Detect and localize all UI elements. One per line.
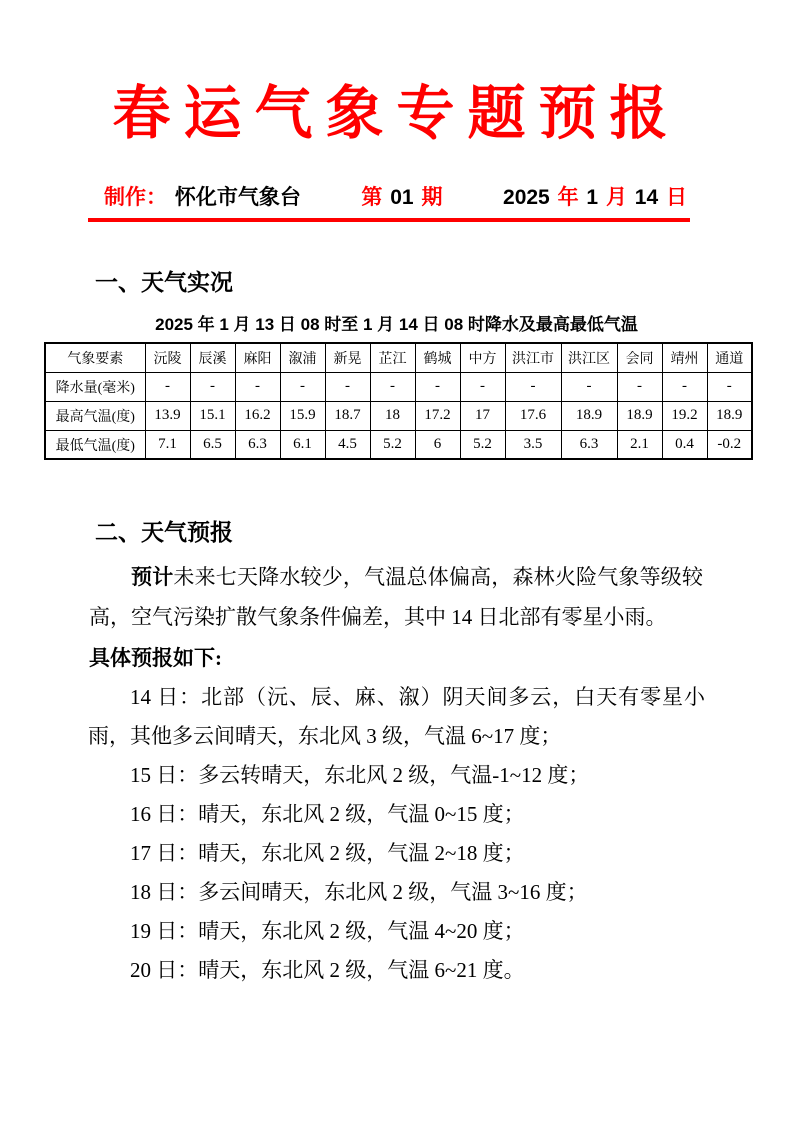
masthead-meta-row	[103, 181, 688, 211]
row-label: 降水量(毫米)	[45, 372, 145, 401]
column-header: 溆浦	[280, 343, 325, 372]
row-label: 最高气温(度)	[45, 401, 145, 430]
forecast-item: 18 日：多云间晴天，东北风 2 级，气温 3~16 度；	[130, 880, 588, 905]
table-cell: 18.9	[617, 401, 662, 430]
date-year: 2025	[503, 186, 550, 210]
weather-table-head-row	[45, 343, 752, 372]
table-cell: 15.9	[280, 401, 325, 430]
table-cell: -0.2	[707, 430, 752, 459]
producer-label: 制作：	[104, 186, 167, 210]
masthead-rule	[88, 218, 690, 222]
table-cell: 7.1	[145, 430, 190, 459]
table-cell: -	[280, 372, 325, 401]
column-header: 新晃	[325, 343, 370, 372]
column-header: 鹤城	[415, 343, 460, 372]
table-cell: 6.5	[190, 430, 235, 459]
table-cell: 19.2	[662, 401, 707, 430]
table-cell: 5.2	[370, 430, 415, 459]
table-cell: 6.3	[235, 430, 280, 459]
issue-suffix: 期	[421, 186, 443, 210]
forecast-item: 17 日：晴天，东北风 2 级，气温 2~18 度；	[130, 841, 525, 866]
table-row	[45, 401, 752, 430]
table-cell: -	[617, 372, 662, 401]
table-cell: 18	[370, 401, 415, 430]
date-month-unit: 月	[605, 186, 627, 210]
date-year-unit: 年	[557, 186, 579, 210]
table-cell: 6.3	[561, 430, 617, 459]
table-cell: 0.4	[662, 430, 707, 459]
table-row	[45, 430, 752, 459]
column-header: 洪江区	[561, 343, 617, 372]
table-cell: -	[190, 372, 235, 401]
column-header: 辰溪	[190, 343, 235, 372]
table-cell: -	[235, 372, 280, 401]
column-header: 沅陵	[145, 343, 190, 372]
forecast-item: 14 日：北部（沅、辰、麻、溆）阴天间多云，白天有零星小雨，其他多云间晴天，东北风 3 级，气温 6~17 度；	[88, 685, 705, 749]
forecast-item: 19 日：晴天，东北风 2 级，气温 4~20 度；	[130, 919, 525, 944]
table-cell: 17	[460, 401, 505, 430]
table-cell: -	[460, 372, 505, 401]
row-label: 最低气温(度)	[45, 430, 145, 459]
table-cell: 4.5	[325, 430, 370, 459]
column-header: 洪江市	[505, 343, 561, 372]
table-cell: -	[707, 372, 752, 401]
column-header: 靖州	[662, 343, 707, 372]
forecast-summary-lead: 预计	[131, 565, 174, 590]
table-cell: 18.9	[561, 401, 617, 430]
date-day-unit: 日	[666, 186, 687, 210]
table-cell: -	[370, 372, 415, 401]
table-cell: -	[561, 372, 617, 401]
table-cell: 3.5	[505, 430, 561, 459]
table-cell: -	[662, 372, 707, 401]
issue-prefix: 第	[361, 186, 383, 210]
forecast-item: 15 日：多云转晴天，东北风 2 级，气温-1~12 度；	[130, 763, 590, 788]
forecast-item: 16 日：晴天，东北风 2 级，气温 0~15 度；	[130, 802, 525, 827]
producer-field	[103, 181, 302, 211]
document-title: 春运气象专题预报	[112, 81, 681, 146]
forecast-item: 20 日：晴天，东北风 2 级，气温 6~21 度。	[130, 958, 525, 983]
table-cell: 17.6	[505, 401, 561, 430]
column-header: 麻阳	[235, 343, 280, 372]
table-cell: 6	[415, 430, 460, 459]
table-cell: 18.7	[325, 401, 370, 430]
section1-heading: 一、天气实况	[95, 269, 233, 296]
producer-value: 怀化市气象台	[174, 186, 301, 210]
date-month: 1	[586, 186, 599, 210]
issue-field	[360, 181, 443, 211]
table-cell: 5.2	[460, 430, 505, 459]
table-cell: 13.9	[145, 401, 190, 430]
column-header: 中方	[460, 343, 505, 372]
table-cell: 6.1	[280, 430, 325, 459]
forecast-list	[0, 678, 793, 990]
table-cell: 2.1	[617, 430, 662, 459]
table-cell: 15.1	[190, 401, 235, 430]
column-header: 气象要素	[45, 343, 145, 372]
column-header: 会同	[617, 343, 662, 372]
weather-table	[44, 342, 753, 460]
table-cell: -	[145, 372, 190, 401]
section2-heading: 二、天气预报	[95, 519, 233, 546]
table-cell: 17.2	[415, 401, 460, 430]
issue-number: 01	[390, 186, 414, 210]
table-cell: -	[325, 372, 370, 401]
forecast-subheading: 具体预报如下:	[89, 646, 222, 671]
date-day: 14	[634, 186, 659, 210]
table-row	[45, 372, 752, 401]
column-header: 通道	[707, 343, 752, 372]
forecast-summary-body: 未来七天降水较少，气温总体偏高，森林火险气象等级较高，空气污染扩散气象条件偏差，其中 14 日北部有零星小雨。	[89, 565, 704, 630]
column-header: 芷江	[370, 343, 415, 372]
date-field	[502, 181, 688, 211]
weather-table-body	[45, 372, 752, 459]
table-cell: 16.2	[235, 401, 280, 430]
forecast-summary	[89, 557, 703, 637]
table-cell: 18.9	[707, 401, 752, 430]
weather-table-title: 2025 年 1 月 13 日 08 时至 1 月 14 日 08 时降水及最高最低气温	[155, 315, 638, 335]
table-cell: -	[505, 372, 561, 401]
table-cell: -	[415, 372, 460, 401]
